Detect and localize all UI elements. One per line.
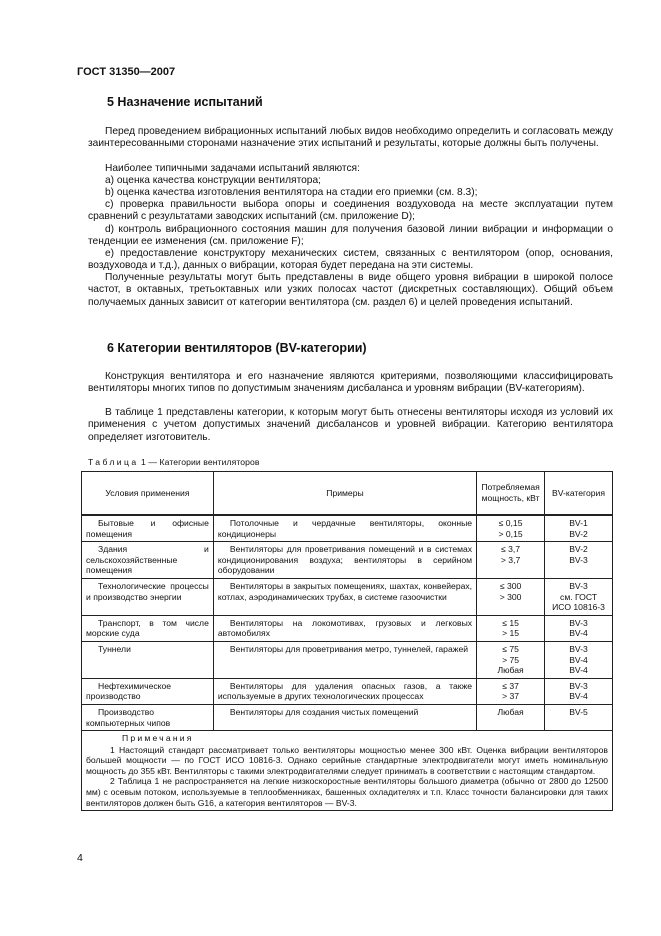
task-item-e: e) предоставление конструктору механических систем, связанных с вентилятором (опор, основания, воздуховода и т.д.), данных о вибрации, которая будет передана на эти системы. xyxy=(88,248,613,272)
table-header-row xyxy=(82,472,613,516)
cell-examples: Вентиляторы для удаления опасных газов, а также используемые в других технологических процессах xyxy=(213,678,476,704)
bv-value: BV-2 xyxy=(569,544,588,555)
cell-bv xyxy=(545,578,613,615)
power-value: Любая xyxy=(497,706,524,717)
power-value: ≤ 15 xyxy=(502,617,519,628)
cell-power xyxy=(477,578,545,615)
cell-examples: Вентиляторы для проветривания помещений и в системах кондиционирования воздуха; вентиляторы в серийном оборудовании xyxy=(213,542,476,579)
bv-value: BV-3 xyxy=(569,554,588,565)
bv-value: BV-3 xyxy=(569,617,588,628)
note-2: 2 Таблица 1 не распространяется на легкие низкоскоростные вентиляторы большого диаметра (обычно от 2800 до 12500 мм) с осевым потоком, используемые в теплообменниках, башенных охладителях и т.п. Класс точности балансировки для таких вентиляторов должен быть G16, а категория вентиляторов — BV-3. xyxy=(86,776,608,808)
section-5-paragraph-3: Полученные результаты могут быть представлены в виде общего уровня вибрации в широкой полосе частот, в октавных, третьоктавных или узких полосах частот (дискретных составляющих). Общий объем получаемых данных зависит от категории вентилятора (см. раздел 6) и целей проведения испытаний. xyxy=(88,272,613,308)
table-row xyxy=(82,578,613,615)
section-5-paragraph-2: Наиболее типичными задачами испытаний являются: xyxy=(105,163,360,174)
header-bv-category: BV-категория xyxy=(545,472,613,516)
cell-examples: Вентиляторы для создания чистых помещений xyxy=(213,704,476,730)
power-value: > 300 xyxy=(499,591,522,602)
table-row xyxy=(82,515,613,542)
cell-conditions: Транспорт, в том числе морские суда xyxy=(82,615,214,641)
power-value: ≤ 300 xyxy=(499,580,522,591)
cell-power xyxy=(477,704,545,730)
power-value: > 15 xyxy=(502,628,520,639)
table-caption-text: 1 — Категории вентиляторов xyxy=(138,457,260,467)
section-6-title: 6 Категории вентиляторов (BV-категории) xyxy=(107,341,367,355)
bv-value: см. ГОСТ xyxy=(560,591,598,602)
power-value: ≤ 3,7 xyxy=(501,544,521,555)
cell-bv xyxy=(545,542,613,579)
section-6-paragraph-2: В таблице 1 представлены категории, к которым могут быть отнесены вентиляторы исходя из условий их применения с учетом допустимых значений дисбалансов и уровней вибрации. Категорию вентилятора определяет изготовитель. xyxy=(88,407,613,443)
header-power: Потребляемая мощность, кВт xyxy=(477,472,545,516)
cell-conditions: Здания и сельскохозяйственные помещения xyxy=(82,542,214,579)
bv-value: BV-1 xyxy=(569,518,588,528)
table-caption-label: Таблица xyxy=(88,457,139,467)
cell-power xyxy=(477,542,545,579)
power-value: > 37 xyxy=(502,691,520,702)
bv-value: ИСО 10816-3 xyxy=(552,602,605,613)
bv-value: BV-3 xyxy=(569,580,588,591)
cell-bv xyxy=(545,615,613,641)
table-notes xyxy=(82,731,613,811)
notes-title: Примечания xyxy=(122,733,194,744)
task-item-c: c) проверка правильности выбора опоры и соединения воздуховода на месте эксплуатации путем сравнений с результатами заводских испытаний (см. приложение D); xyxy=(88,199,613,223)
bv-value: BV-4 xyxy=(569,654,588,665)
cell-examples: Вентиляторы в закрытых помещениях, шахтах, конвейерах, котлах, аэродинамических трубах, в системе газоочистки xyxy=(213,578,476,615)
cell-examples: Вентиляторы на локомотивах, грузовых и легковых автомобилях xyxy=(213,615,476,641)
cell-conditions: Туннели xyxy=(82,641,214,678)
bv-value: BV-3 xyxy=(569,643,588,654)
table-row xyxy=(82,615,613,641)
cell-power xyxy=(477,678,545,704)
bv-value: BV-2 xyxy=(569,528,588,539)
power-value: Любая xyxy=(497,665,524,676)
cell-examples: Вентиляторы для проветривания метро, туннелей, гаражей xyxy=(213,641,476,678)
header-examples: Примеры xyxy=(213,472,476,516)
power-value: > 3,7 xyxy=(500,554,521,565)
cell-power xyxy=(477,515,545,542)
cell-conditions: Технологические процессы и производство энергии xyxy=(82,578,214,615)
cell-bv xyxy=(545,704,613,730)
cell-power xyxy=(477,641,545,678)
page-number: 4 xyxy=(77,852,83,864)
bv-value: BV-4 xyxy=(569,691,588,702)
table-row xyxy=(82,704,613,730)
table-notes-row xyxy=(82,731,613,811)
note-1: 1 Настоящий стандарт рассматривает только вентиляторы мощностью менее 300 кВт. Оценка вибрации вентиляторов большей мощности — по ГОСТ ИСО 10816-3. Однако серийные стандартные электродвигатели могут иметь номинальную мощность до 355 кВт. Вентиляторы с такими электродвигателями следует принимать в соответствии с настоящим стандартом. xyxy=(86,744,608,776)
table-caption xyxy=(88,457,260,467)
bv-value: BV-5 xyxy=(569,706,588,717)
table-row xyxy=(82,678,613,704)
task-item-b: b) оценка качества изготовления вентилятора на стадии его приемки (см. 8.3); xyxy=(105,187,478,198)
cell-conditions: Бытовые и офисные помещения xyxy=(82,515,214,542)
document-header: ГОСТ 31350—2007 xyxy=(77,66,176,78)
power-value: ≤ 37 xyxy=(502,680,519,691)
section-5-paragraph-1: Перед проведением вибрационных испытаний любых видов необходимо определить и согласовать между заинтересованными сторонами назначение этих испытаний и результаты, которые должны быть получены. xyxy=(88,126,613,150)
cell-conditions: Нефтехимическое производство xyxy=(82,678,214,704)
bv-value: BV-4 xyxy=(569,665,588,676)
table-row xyxy=(82,641,613,678)
header-conditions: Условия применения xyxy=(82,472,214,516)
cell-power xyxy=(477,615,545,641)
cell-examples: Потолочные и чердачные вентиляторы, оконные кондиционеры xyxy=(213,515,476,542)
cell-bv xyxy=(545,641,613,678)
bv-value: BV-3 xyxy=(569,680,588,691)
bv-value: BV-4 xyxy=(569,628,588,639)
power-value: > 0,15 xyxy=(498,528,523,539)
table-row xyxy=(82,542,613,579)
power-value: > 75 xyxy=(502,654,520,665)
cell-bv xyxy=(545,515,613,542)
power-value: ≤ 0,15 xyxy=(498,518,523,528)
task-item-d: d) контроль вибрационного состояния машин для получения базовой линии вибрации и информации о тенденции ее изменения (см. приложение F); xyxy=(88,224,613,248)
power-value: ≤ 75 xyxy=(502,643,519,654)
cell-bv xyxy=(545,678,613,704)
cell-conditions: Производство компьютерных чипов xyxy=(82,704,214,730)
section-6-paragraph-1: Конструкция вентилятора и его назначение являются критериями, позволяющими классифицировать вентиляторы многих типов по допустимым значениям дисбаланса и уровням вибрации (BV-категориям). xyxy=(88,371,613,395)
task-item-a: a) оценка качества конструкции вентилятора; xyxy=(105,175,321,186)
section-5-title: 5 Назначение испытаний xyxy=(107,95,263,109)
categories-table xyxy=(81,471,613,811)
